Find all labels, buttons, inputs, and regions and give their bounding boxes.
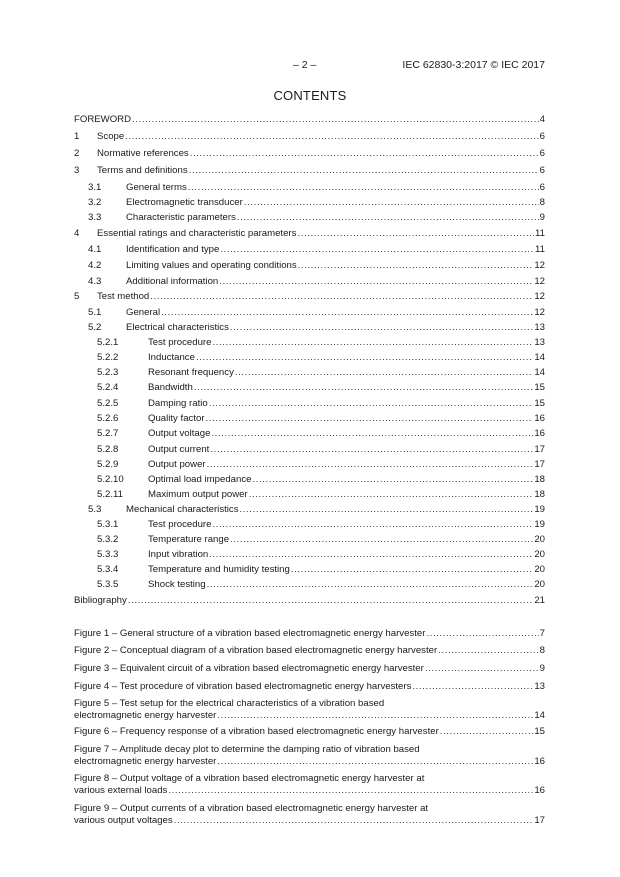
dot-leader — [125, 130, 538, 143]
toc-entry-title: Test procedure — [148, 337, 212, 348]
toc-entry[interactable] — [74, 290, 545, 303]
toc-entry-page: 17 — [534, 459, 545, 470]
toc-entry[interactable] — [74, 227, 545, 240]
toc-entry-title: FOREWORD — [74, 114, 132, 125]
figure-entry-title-line1[interactable]: Figure 7 – Amplitude decay plot to determine the damping ratio of vibration based — [74, 744, 420, 755]
dot-leader — [207, 578, 534, 591]
toc-entry-number: 5.2.3 — [97, 367, 119, 378]
figure-entry-title: Figure 2 – Conceptual diagram of a vibration based electromagnetic energy harvester — [74, 645, 438, 656]
toc-entry-page: 11 — [535, 244, 545, 255]
toc-entry-number: 5.2.6 — [97, 413, 119, 424]
toc-entry-number: 5.3.1 — [97, 519, 119, 530]
dot-leader — [425, 662, 539, 675]
toc-entry-page: 18 — [534, 489, 545, 500]
toc-entry-page: 15 — [534, 382, 545, 393]
dot-leader — [235, 366, 533, 379]
toc-entry-number: 3.1 — [88, 182, 102, 193]
toc-entry-title: Characteristic parameters — [126, 212, 236, 223]
toc-entry-title: Normative references — [97, 148, 189, 159]
toc-entry-number: 4.2 — [88, 260, 102, 271]
toc-entry[interactable] — [74, 518, 545, 531]
toc-entry[interactable] — [74, 259, 545, 272]
dot-leader — [207, 458, 534, 471]
toc-entry[interactable] — [74, 563, 545, 576]
toc-entry-page: 15 — [534, 398, 545, 409]
dot-leader — [297, 227, 534, 240]
dot-leader — [230, 533, 533, 546]
toc-entry-title: Essential ratings and characteristic parameters — [97, 228, 297, 239]
dot-leader — [217, 709, 533, 722]
toc-entry-title: Damping ratio — [148, 398, 208, 409]
figure-entry-page: 17 — [534, 815, 545, 826]
dot-leader — [132, 113, 539, 126]
toc-entry-number: 3 — [74, 165, 80, 176]
dot-leader — [220, 243, 534, 256]
toc-entry-page: 16 — [534, 413, 545, 424]
toc-entry[interactable] — [74, 578, 545, 591]
toc-entry[interactable] — [74, 351, 545, 364]
toc-entry[interactable] — [74, 397, 545, 410]
toc-entry-number: 3.2 — [88, 197, 102, 208]
toc-entry-page: 19 — [534, 504, 545, 515]
toc-entry[interactable] — [74, 130, 545, 143]
toc-entry-page: 12 — [534, 260, 545, 271]
toc-entry-page: 12 — [534, 276, 545, 287]
toc-entry-page: 9 — [539, 212, 545, 223]
toc-entry[interactable] — [74, 488, 545, 501]
toc-entry[interactable] — [74, 443, 545, 456]
dot-leader — [230, 321, 533, 334]
toc-entry[interactable] — [74, 503, 545, 516]
toc-entry-page: 20 — [534, 534, 545, 545]
dot-leader — [210, 443, 533, 456]
toc-entry-page: 6 — [539, 182, 545, 193]
toc-entry-page: 14 — [534, 367, 545, 378]
toc-entry-title: Output voltage — [148, 428, 211, 439]
dot-leader — [188, 181, 539, 194]
toc-entry-title: General — [126, 307, 161, 318]
figure-entry-page: 16 — [534, 756, 545, 767]
figure-entry-page: 9 — [539, 663, 545, 674]
toc-entry[interactable] — [74, 243, 545, 256]
toc-entry-page: 18 — [534, 474, 545, 485]
toc-entry-title: Identification and type — [126, 244, 220, 255]
toc-entry-title: Input vibration — [148, 549, 209, 560]
toc-entry[interactable] — [74, 473, 545, 486]
figure-entry-page: 16 — [534, 785, 545, 796]
toc-entry-number: 5.2.8 — [97, 444, 119, 455]
toc-entry[interactable] — [74, 321, 545, 334]
toc-entry-number: 5.2 — [88, 322, 102, 333]
toc-entry-number: 3.3 — [88, 212, 102, 223]
toc-entry-title: Optimal load impedance — [148, 474, 252, 485]
figure-entry-title: Figure 6 – Frequency response of a vibration based electromagnetic energy harvester — [74, 726, 439, 737]
toc-entry-page: 12 — [534, 291, 545, 302]
dot-leader — [174, 814, 534, 827]
toc-entry-title: Output current — [148, 444, 210, 455]
dot-leader — [291, 563, 533, 576]
figure-entry-title-line1[interactable]: Figure 5 – Test setup for the electrical characteristics of a vibration based — [74, 698, 385, 709]
figure-entry-title: various output voltages — [74, 815, 173, 826]
toc-entry-page: 16 — [534, 428, 545, 439]
toc-entry[interactable] — [74, 113, 545, 126]
dot-leader — [440, 725, 534, 738]
figure-entry-page: 8 — [539, 645, 545, 656]
toc-entry[interactable] — [74, 533, 545, 546]
dot-leader — [209, 548, 533, 561]
dot-leader — [209, 397, 534, 410]
toc-entry-page: 20 — [534, 549, 545, 560]
toc-entry-number: 5.2.5 — [97, 398, 119, 409]
toc-entry-page: 6 — [539, 165, 545, 176]
figure-entry-page: 14 — [534, 710, 545, 721]
toc-entry-title: Temperature and humidity testing — [148, 564, 290, 575]
toc-entry-title: Bandwidth — [148, 382, 193, 393]
dot-leader — [212, 336, 533, 349]
toc-entry-title: Bibliography — [74, 595, 127, 606]
dot-leader — [211, 427, 533, 440]
toc-entry-title: Limiting values and operating conditions — [126, 260, 297, 271]
toc-entry[interactable] — [74, 196, 545, 209]
toc-entry-number: 5.3.5 — [97, 579, 119, 590]
dot-leader — [161, 306, 533, 319]
figure-entry[interactable] — [74, 725, 545, 738]
toc-entry-number: 5.3 — [88, 504, 102, 515]
toc-entry-title: Test method — [97, 291, 150, 302]
toc-entry-title: Resonant frequency — [148, 367, 234, 378]
dot-leader — [189, 164, 539, 177]
figure-entry[interactable] — [74, 814, 545, 827]
toc-entry[interactable] — [74, 381, 545, 394]
figure-entry[interactable] — [74, 644, 545, 657]
dot-leader — [249, 488, 534, 501]
dot-leader — [252, 473, 533, 486]
figure-entry-title: Figure 3 – Equivalent circuit of a vibration based electromagnetic energy harvester — [74, 663, 424, 674]
toc-entry-title: Inductance — [148, 352, 195, 363]
toc-entry-title: Terms and definitions — [97, 165, 188, 176]
toc-entry-number: 5.2.2 — [97, 352, 119, 363]
toc-entry-page: 13 — [534, 337, 545, 348]
page-title: CONTENTS — [273, 88, 347, 103]
toc-entry[interactable] — [74, 336, 545, 349]
dot-leader — [190, 147, 539, 160]
figure-entry-title: various external loads — [74, 785, 168, 796]
dot-leader — [194, 381, 534, 394]
toc-entry-title: Quality factor — [148, 413, 205, 424]
figure-entry-page: 15 — [534, 726, 545, 737]
toc-entry-number: 5.3.2 — [97, 534, 119, 545]
toc-entry-page: 19 — [534, 519, 545, 530]
dot-leader — [438, 644, 538, 657]
toc-entry-number: 2 — [74, 148, 80, 159]
toc-entry-number: 5.3.4 — [97, 564, 119, 575]
toc-entry[interactable] — [74, 211, 545, 224]
toc-entry-page: 8 — [539, 197, 545, 208]
figure-entry[interactable] — [74, 662, 545, 675]
toc-entry-page: 17 — [534, 444, 545, 455]
dot-leader — [196, 351, 533, 364]
toc-entry-title: Mechanical characteristics — [126, 504, 239, 515]
toc-entry-number: 5.2.1 — [97, 337, 119, 348]
dot-leader — [219, 275, 533, 288]
toc-entry-title: Electromagnetic transducer — [126, 197, 243, 208]
dot-leader — [298, 259, 534, 272]
toc-entry-page: 14 — [534, 352, 545, 363]
figure-entry[interactable] — [74, 709, 545, 722]
toc-entry-title: Output power — [148, 459, 206, 470]
figure-entry-title-line1[interactable]: Figure 9 – Output currents of a vibration based electromagnetic energy harvester at — [74, 803, 429, 814]
toc-entry-number: 4 — [74, 228, 80, 239]
toc-entry-title: Scope — [97, 131, 125, 142]
toc-entry[interactable] — [74, 275, 545, 288]
dot-leader — [150, 290, 533, 303]
dot-leader — [206, 412, 534, 425]
dot-leader — [217, 755, 533, 768]
toc-entry-title: Test procedure — [148, 519, 212, 530]
toc-entry-title: Maximum output power — [148, 489, 248, 500]
figure-entry[interactable] — [74, 755, 545, 768]
toc-entry-title: Temperature range — [148, 534, 230, 545]
toc-entry-page: 13 — [534, 322, 545, 333]
toc-entry-page: 21 — [534, 595, 545, 606]
figure-entry[interactable] — [74, 627, 545, 640]
dot-leader — [244, 196, 539, 209]
toc-entry[interactable] — [74, 427, 545, 440]
dot-leader — [426, 627, 538, 640]
figure-entry-title: electromagnetic energy harvester — [74, 710, 217, 721]
figure-entry-page: 7 — [539, 628, 545, 639]
figure-entry-title: Figure 1 – General structure of a vibration based electromagnetic energy harvester — [74, 628, 426, 639]
toc-entry-page: 6 — [539, 148, 545, 159]
toc-entry-number: 5.2.4 — [97, 382, 119, 393]
figure-entry[interactable] — [74, 784, 545, 797]
toc-entry-number: 5.1 — [88, 307, 102, 318]
toc-entry-page: 11 — [535, 228, 545, 239]
toc-entry-number: 5.2.7 — [97, 428, 119, 439]
figure-entry-title: Figure 4 – Test procedure of vibration based electromagnetic energy harvesters — [74, 681, 412, 692]
figure-entry-title-line1[interactable]: Figure 8 – Output voltage of a vibration based electromagnetic energy harvester at — [74, 773, 425, 784]
dot-leader — [412, 680, 533, 693]
page-number: – 2 – — [293, 59, 317, 71]
dot-leader — [240, 503, 534, 516]
toc-entry-title: Electrical characteristics — [126, 322, 229, 333]
standard-id: IEC 62830-3:2017 © IEC 2017 — [402, 59, 545, 71]
toc-entry-number: 5.3.3 — [97, 549, 119, 560]
toc-entry-number: 1 — [74, 131, 80, 142]
toc-entry[interactable] — [74, 147, 545, 160]
toc-entry-number: 5.2.11 — [97, 489, 123, 500]
figure-entry-title: electromagnetic energy harvester — [74, 756, 217, 767]
toc-entry[interactable] — [74, 594, 545, 607]
toc-entry[interactable] — [74, 366, 545, 379]
dot-leader — [237, 211, 539, 224]
toc-entry-page: 20 — [534, 579, 545, 590]
toc-entry-page: 4 — [539, 114, 545, 125]
toc-entry[interactable] — [74, 412, 545, 425]
toc-entry-number: 5 — [74, 291, 80, 302]
toc-entry-number: 4.1 — [88, 244, 102, 255]
toc-entry[interactable] — [74, 164, 545, 177]
toc-entry[interactable] — [74, 306, 545, 319]
figure-entry[interactable] — [74, 680, 545, 693]
toc-entry-page: 12 — [534, 307, 545, 318]
toc-entry-page: 20 — [534, 564, 545, 575]
toc-entry[interactable] — [74, 548, 545, 561]
toc-entry-number: 4.3 — [88, 276, 102, 287]
toc-entry-title: Shock testing — [148, 579, 206, 590]
figure-entry-page: 13 — [534, 681, 545, 692]
toc-entry-title: General terms — [126, 182, 187, 193]
toc-entry-number: 5.2.9 — [97, 459, 119, 470]
dot-leader — [212, 518, 533, 531]
toc-entry-title: Additional information — [126, 276, 219, 287]
toc-entry[interactable] — [74, 458, 545, 471]
toc-entry-number: 5.2.10 — [97, 474, 124, 485]
toc-entry-page: 6 — [539, 131, 545, 142]
toc-entry[interactable] — [74, 181, 545, 194]
dot-leader — [128, 594, 534, 607]
dot-leader — [168, 784, 533, 797]
